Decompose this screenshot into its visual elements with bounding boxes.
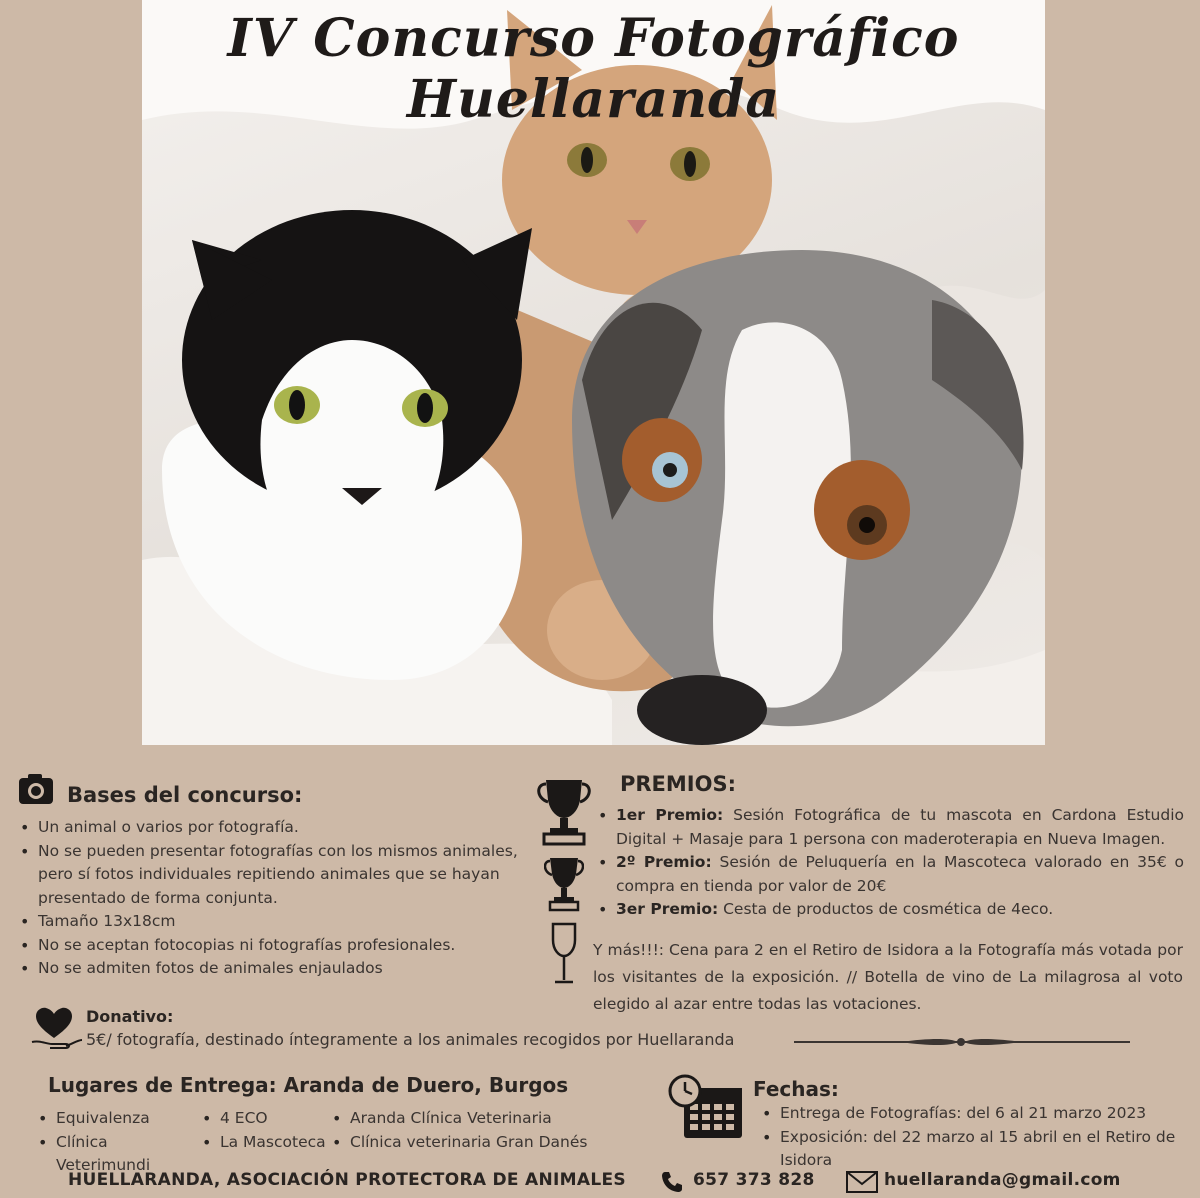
email-address[interactable]: huellaranda@gmail.com	[884, 1170, 1121, 1190]
list-item: • Clínica veterinaria Gran Danés	[328, 1131, 588, 1155]
list-item: • No se admiten fotos de animales enjaulados	[16, 957, 528, 981]
lugares-heading: Lugares de Entrega: Aranda de Duero, Burgos	[48, 1073, 569, 1097]
list-item: • La Mascoteca	[198, 1131, 328, 1155]
list-item: • Aranda Clínica Veterinaria	[328, 1107, 588, 1131]
prize-text: Sesión de Peluquería en la Mascoteca valorado en 35€ o compra en tienda por valor de 20€	[616, 853, 1184, 895]
list-item: • Clínica Veterimundi	[34, 1131, 204, 1178]
wine-glass-icon	[550, 922, 578, 986]
donativo-text: 5€/ fotografía, destinado íntegramente a los animales recogidos por Huellaranda	[86, 1030, 735, 1049]
phone-number[interactable]: 657 373 828	[693, 1170, 815, 1190]
prize-item	[594, 898, 1184, 922]
list-item: • Entrega de Fotografías: del 6 al 21 marzo 2023	[758, 1102, 1188, 1126]
hero-photo	[142, 0, 1045, 745]
list-item: • Equivalenza	[34, 1107, 204, 1131]
contest-title: IV Concurso Fotográfico Huellaranda	[227, 8, 960, 130]
phone-icon	[660, 1170, 684, 1194]
calendar-clock-icon	[668, 1074, 744, 1140]
camera-icon	[18, 773, 54, 805]
organization-name: HUELLARANDA, ASOCIACIÓN PROTECTORA DE ANIMALES	[68, 1170, 626, 1190]
lugares-col1	[34, 1107, 204, 1178]
prize-label: 1er Premio:	[616, 806, 724, 824]
bases-heading: Bases del concurso:	[67, 783, 303, 807]
fechas-list	[758, 1102, 1188, 1173]
premios-more: Y más!!!: Cena para 2 en el Retiro de Isidora a la Fotografía más votada por los visitantes de la exposición. // Botella de vino de La milagrosa al voto elegido al azar entre todas las votaciones.	[593, 941, 1183, 1013]
trophy-icon-large	[536, 778, 592, 846]
prize-item	[594, 851, 1184, 898]
prize-text: Cesta de productos de cosmética de 4eco.	[718, 900, 1054, 918]
lugares-col2	[198, 1107, 328, 1154]
list-item: • Exposición: del 22 marzo al 15 abril en el Retiro de Isidora	[758, 1126, 1188, 1173]
mail-icon	[846, 1171, 878, 1193]
prize-item	[594, 804, 1184, 851]
list-item: • 4 ECO	[198, 1107, 328, 1131]
donativo-heading: Donativo:	[86, 1007, 174, 1026]
divider-ornament-icon	[900, 1036, 1022, 1048]
bases-list	[16, 816, 528, 981]
fechas-heading: Fechas:	[753, 1077, 839, 1101]
tuxedo-cat	[162, 210, 532, 680]
list-item: • Tamaño 13x18cm	[16, 910, 528, 934]
list-item: • Un animal o varios por fotografía.	[16, 816, 528, 840]
list-item: • No se aceptan fotocopias ni fotografías profesionales.	[16, 934, 528, 958]
prize-text: Sesión Fotográfica de tu mascota en Cardona Estudio Digital + Masaje para 1 persona con maderoterapia en Nueva Imagen.	[616, 806, 1185, 848]
premios-list	[594, 804, 1184, 922]
list-item: • No se pueden presentar fotografías con los mismos animales, pero sí fotos individuales repitiendo animales que se hayan presentado de forma conjunta.	[16, 840, 528, 911]
lugares-col3	[328, 1107, 588, 1154]
premios-heading: PREMIOS:	[620, 772, 736, 796]
trophy-icon-small	[544, 856, 584, 912]
prize-label: 3er Premio:	[616, 900, 719, 918]
prize-label: 2º Premio:	[616, 853, 712, 871]
heart-hand-icon	[30, 1004, 84, 1054]
